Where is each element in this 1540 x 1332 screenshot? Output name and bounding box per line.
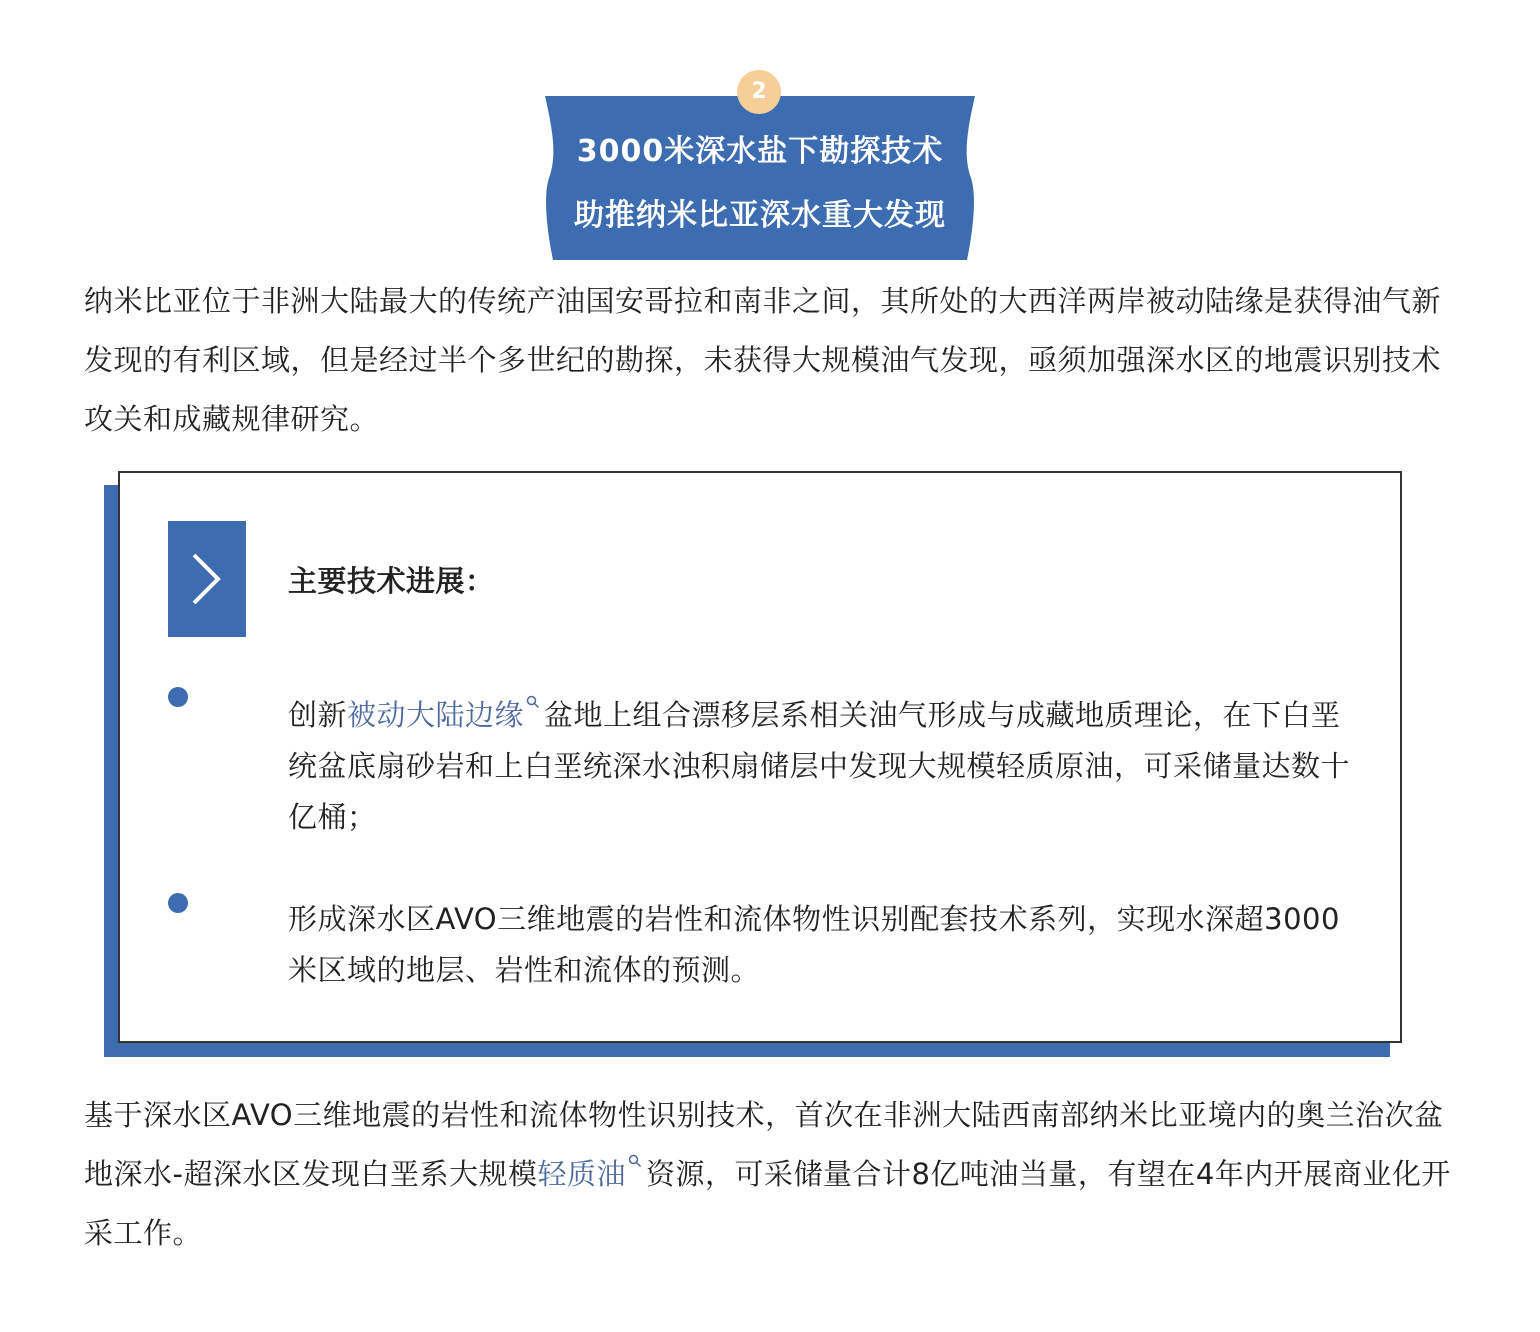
section-title-banner <box>545 96 975 260</box>
key-progress-callout <box>118 471 1402 1043</box>
section-title-line-1: 3000米深水盐下勘探技术 <box>576 134 944 169</box>
paragraph-2-text-after: 资源，可采储量合计8亿吨油当量，有望在4年内开展商业化开采工作。 <box>84 1157 1451 1250</box>
keyword-link-passive-margin[interactable]: 被动大陆边缘 <box>347 698 525 732</box>
search-icon[interactable] <box>628 1154 642 1168</box>
banner-shape <box>545 96 975 260</box>
bullet-1-text-after: 盆地上组合漂移层系相关油气形成与成藏地质理论，在下白垩统盆底扇砂岩和上白垩统深水浊积扇储层中发现大规模轻质原油，可采储量达数十亿桶； <box>288 698 1351 834</box>
bullet-item-2: 形成深水区AVO三维地震的岩性和流体物性识别配套技术系列，实现水深超3000米区域的地层、岩性和流体的预测。 <box>288 902 1340 987</box>
bullet-item-1 <box>288 690 1358 843</box>
closing-paragraph <box>84 1086 1456 1263</box>
chevron-right-icon <box>188 551 224 607</box>
bullet-dot <box>168 687 188 707</box>
paragraph-2-text-before: 基于深水区AVO三维地震的岩性和流体物性识别技术，首次在非洲大陆西南部纳米比亚境内的奥兰治次盆地深水-超深水区发现白垩系大规模 <box>84 1098 1444 1191</box>
callout-title: 主要技术进展： <box>288 564 495 598</box>
section-number-badge: 2 <box>737 70 781 114</box>
section-title-line-2: 助推纳米比亚深水重大发现 <box>574 198 946 233</box>
intro-paragraph: 纳米比亚位于非洲大陆最大的传统产油国安哥拉和南非之间，其所处的大西洋两岸被动陆缘是获得油气新发现的有利区域，但是经过半个多世纪的勘探，未获得大规模油气发现，亟须加强深水区的地震识别技术攻关和成藏规律研究。 <box>84 284 1442 436</box>
bullet-1-text-before: 创新 <box>288 698 348 732</box>
section-header <box>545 70 975 260</box>
search-icon[interactable] <box>526 695 540 709</box>
bullet-dot <box>168 893 188 913</box>
keyword-link-light-oil[interactable]: 轻质油 <box>537 1157 626 1191</box>
callout-icon-box <box>168 521 246 637</box>
